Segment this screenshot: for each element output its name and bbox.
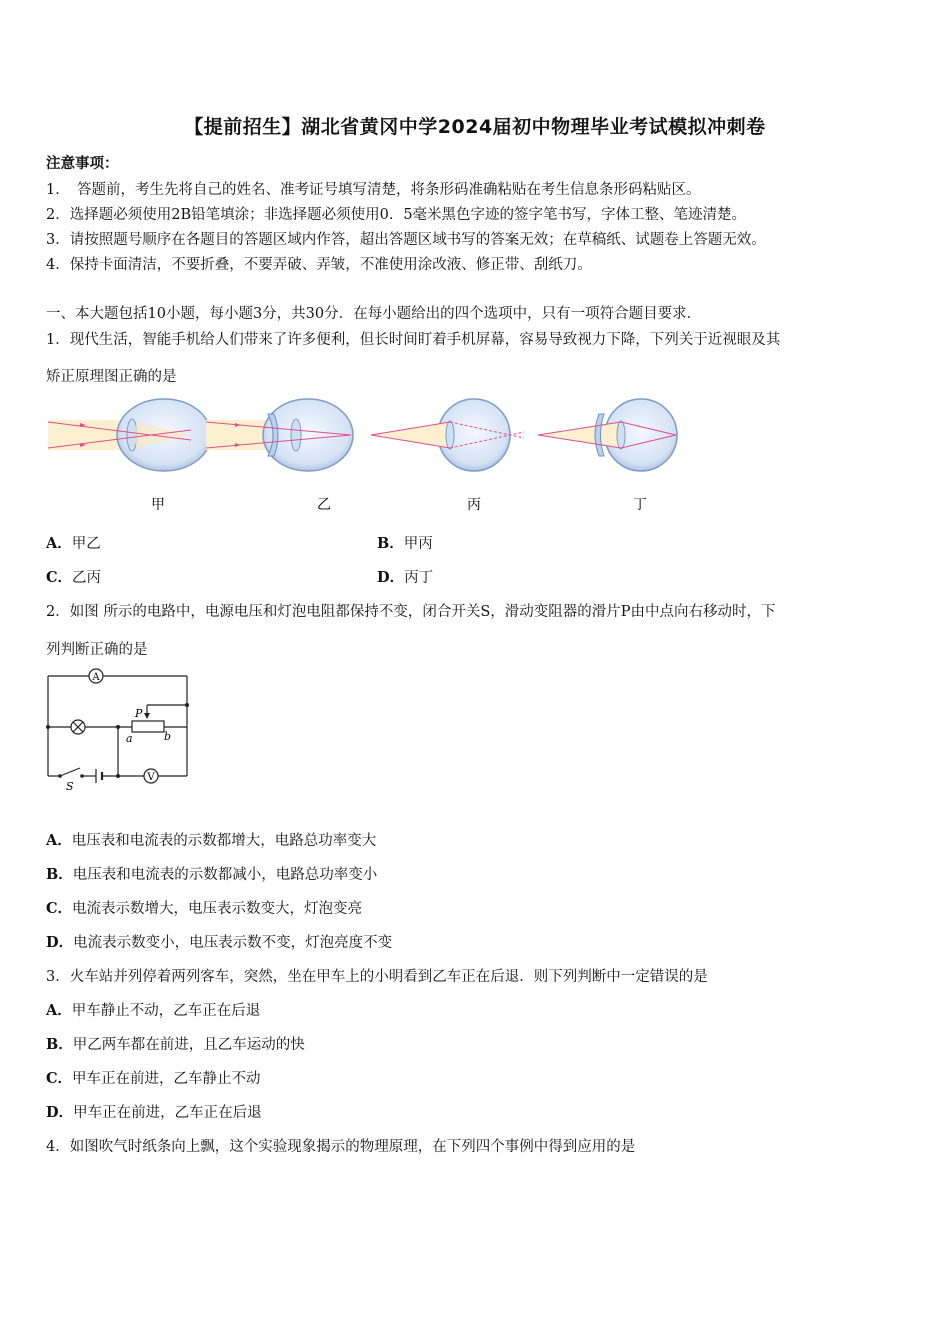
notice-item-3: 3．请按照题号顺序在各题目的答题区域内作答，超出答题区域书写的答案无效；在草稿纸、试题卷上答题无效。 <box>46 232 766 248</box>
notice-item-2: 2．选择题必须使用2B铅笔填涂；非选择题必须使用0．5毫米黑色字迹的签字笔书写，字体工整、笔迹清楚。 <box>46 207 747 223</box>
exam-title: 【提前招生】湖北省黄冈中学2024届初中物理毕业考试模拟冲刺卷 <box>184 116 766 138</box>
q2-stem-line1: 2．如图 所示的电路中，电源电压和灯泡电阻都保持不变，闭合开关S，滑动变阻器的滑片P由中点向右移动时，下 <box>46 604 776 620</box>
eye-figure-bing <box>371 399 524 471</box>
notice-heading: 注意事项： <box>46 155 119 172</box>
ammeter-label: A <box>92 672 100 683</box>
circuit-diagram <box>44 666 194 794</box>
notice-item-1: 1． 答题前，考生先将自己的姓名、准考证号填写清楚，将条形码准确粘贴在考生信息条形码粘贴区。 <box>46 182 701 198</box>
q1-option-a: A．甲乙 <box>46 535 101 552</box>
q1-option-c: C．乙丙 <box>46 569 102 586</box>
voltmeter-label: V <box>147 772 155 783</box>
q3-stem: 3．火车站并列停着两列客车，突然，坐在甲车上的小明看到乙车正在后退．则下列判断中一定错误的是 <box>46 969 708 985</box>
figure-label-jia: 甲 <box>151 497 165 513</box>
slider-p-label: P <box>135 707 143 720</box>
q3-option-b: B．甲乙两车都在前进，且乙车运动的快 <box>46 1036 305 1053</box>
notice-item-4: 4．保持卡面清洁，不要折叠，不要弄破、弄皱，不准使用涂改液、修正带、刮纸刀。 <box>46 257 592 273</box>
eye-figure-jia <box>48 399 211 471</box>
q3-option-a: A．甲车静止不动，乙车正在后退 <box>46 1002 261 1019</box>
q3-option-c: C．甲车正在前进，乙车静止不动 <box>46 1070 261 1087</box>
figure-label-bing: 丙 <box>467 497 481 513</box>
switch-s-label: S <box>66 780 74 793</box>
figure-label-yi: 乙 <box>317 497 331 513</box>
end-a-label: a <box>126 732 133 745</box>
q1-option-b: B．甲丙 <box>377 535 433 552</box>
q1-stem-line2: 矫正原理图正确的是 <box>46 369 177 385</box>
q2-stem-line2: 列判断正确的是 <box>46 642 148 658</box>
q2-option-a: A．电压表和电流表的示数都增大，电路总功率变大 <box>46 832 377 849</box>
end-b-label: b <box>164 730 172 743</box>
q2-option-b: B．电压表和电流表的示数都减小，电路总功率变小 <box>46 866 378 883</box>
eye-figure-ding <box>538 399 677 471</box>
eye-figure-yi <box>206 399 353 471</box>
q3-option-d: D．甲车正在前进，乙车正在后退 <box>46 1104 262 1121</box>
q1-stem-line1: 1．现代生活，智能手机给人们带来了许多便利，但长时间盯着手机屏幕，容易导致视力下降，下列关于近视眼及其 <box>46 332 781 348</box>
q1-option-d: D．丙丁 <box>377 569 434 586</box>
section-heading: 一、本大题包括10小题，每小题3分，共30分．在每小题给出的四个选项中，只有一项符合题目要求． <box>46 306 702 322</box>
q4-stem: 4．如图吹气时纸条向上飘，这个实验现象揭示的物理原理，在下列四个事例中得到应用的是 <box>46 1139 636 1155</box>
figure-label-ding: 丁 <box>633 497 647 513</box>
eye-diagrams-figure <box>46 392 696 522</box>
q2-option-d: D．电流表示数变小，电压表示数不变，灯泡亮度不变 <box>46 934 393 951</box>
q2-option-c: C．电流表示数增大，电压表示数变大，灯泡变亮 <box>46 900 363 917</box>
